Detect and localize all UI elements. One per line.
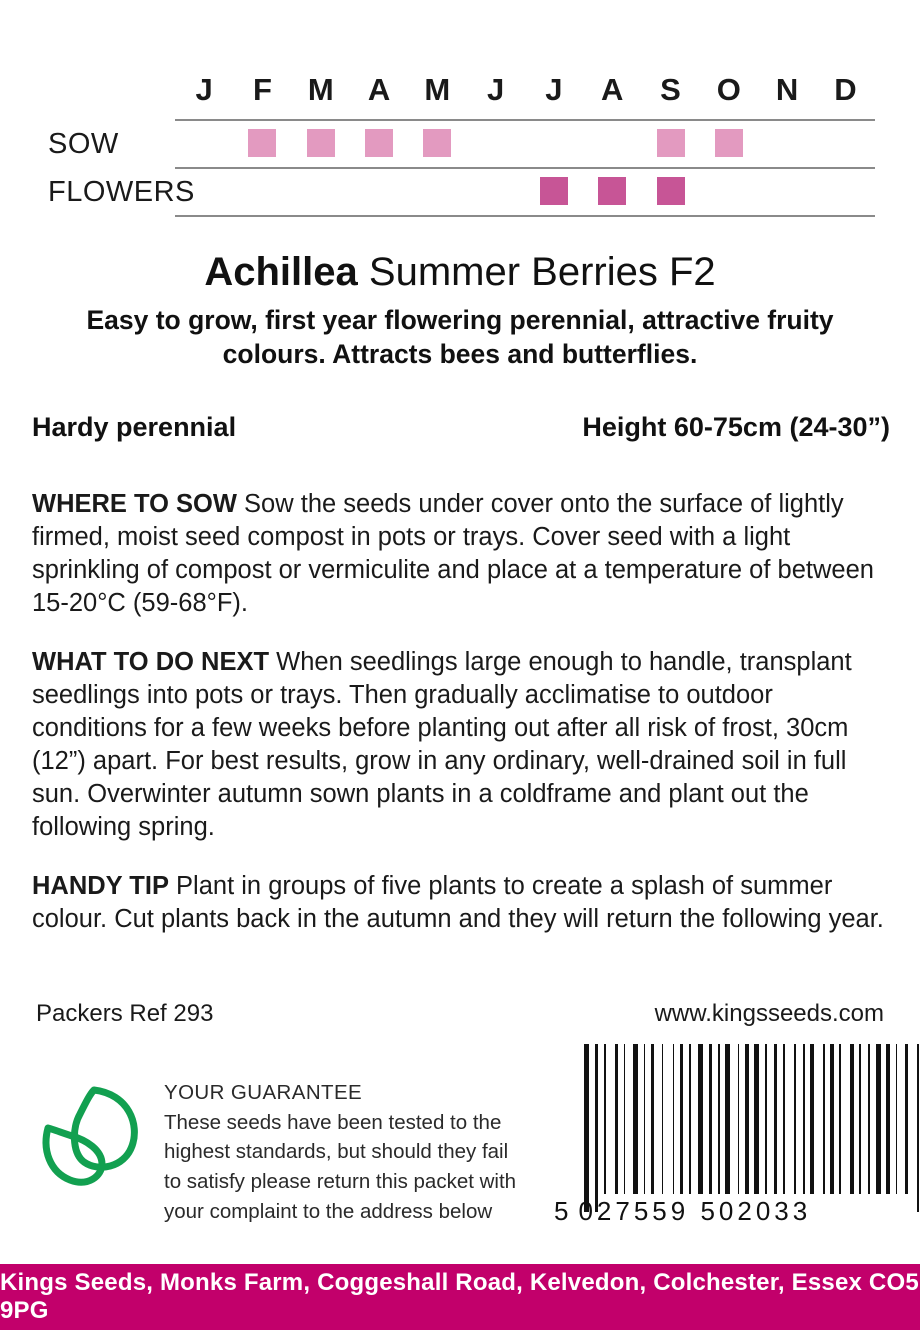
barcode-bar [591,1044,593,1212]
instruction-what-to-do-next [32,646,888,845]
barcode-bar [883,1044,885,1194]
calendar-cell-sow-M-2 [292,128,350,158]
reference-row [36,1000,884,1028]
barcode-bar [899,1044,902,1194]
barcode-bar [827,1044,829,1194]
barcode-bar [807,1044,809,1194]
barcode-bar [803,1044,805,1194]
barcode-bar [856,1044,858,1194]
barcode-bars [584,1044,920,1194]
guarantee-line-4: your complaint to the address below [164,1199,493,1223]
guarantee-block [36,1078,556,1227]
calendar-cell-sow-J-5 [466,128,524,158]
barcode-bar [810,1044,813,1194]
barcode-bar [615,1044,618,1194]
barcode-bar [745,1044,748,1194]
barcode-bar [620,1044,622,1194]
barcode [554,1044,884,1229]
barcode-bar [872,1044,874,1194]
instruction-body: Sow the seeds under cover onto the surface of lightly firmed, moist seed compost in pots or trays. Cover seed with a light sprinkling of compost or vermiculite and place at a temperature of between 15-20°C (59-68°F). [32,489,874,617]
growing-instructions [32,462,888,950]
calendar-swatch [657,177,685,205]
barcode-bar [709,1044,712,1194]
barcode-bar [905,1044,908,1194]
plant-specs [32,412,890,443]
barcode-bar [886,1044,889,1194]
calendar-grid [0,72,920,232]
barcode-bar [836,1044,838,1194]
barcode-bar [665,1044,670,1194]
calendar-cell-sow-F-1 [233,128,291,158]
barcode-bar [698,1044,703,1194]
barcode-bar [600,1044,602,1194]
barcode-bar [705,1044,707,1194]
calendar-swatch [657,129,685,157]
barcode-bar [741,1044,743,1194]
barcode-bar [680,1044,683,1194]
calendar-month-J-6: J [545,72,563,107]
barcode-bar [754,1044,759,1194]
calendar-swatch [598,177,626,205]
calendar-swatch [248,129,276,157]
guarantee-line-2: highest standards, but should they fail [164,1140,509,1164]
calendar-rule-middle [175,167,875,169]
barcode-bar [640,1044,642,1194]
sowing-calendar [0,72,920,232]
calendar-cell-flowers-M-4 [408,176,466,206]
packers-ref: Packers Ref 293 [36,1000,214,1027]
instruction-heading: WHERE TO SOW [32,489,237,518]
calendar-row-sow-cells [175,128,875,158]
barcode-bar [816,1044,821,1194]
plant-height: Height 60-75cm (24-30”) [582,412,890,442]
calendar-cell-sow-A-7 [583,128,641,158]
calendar-cell-flowers-J-5 [466,176,524,206]
calendar-swatch [540,177,568,205]
guarantee-heading: YOUR GUARANTEE [164,1081,363,1104]
barcode-bar [633,1044,638,1194]
calendar-cell-flowers-S-8 [641,176,699,206]
barcode-bar [896,1044,898,1194]
guarantee-line-3: to satisfy please return this packet with [164,1170,517,1194]
page-title [30,250,890,294]
calendar-cell-sow-J-6 [525,128,583,158]
barcode-bar [624,1044,626,1194]
barcode-bar [595,1044,598,1212]
barcode-bar [769,1044,772,1194]
barcode-bar [608,1044,613,1194]
barcode-bar [662,1044,664,1194]
calendar-month-J-0: J [195,72,213,107]
calendar-cell-flowers-J-6 [525,176,583,206]
calendar-cell-sow-S-8 [641,128,699,158]
instruction-heading: HANDY TIP [32,871,169,900]
barcode-number: 027559 502033 [578,1196,812,1226]
company-address: Kings Seeds, Monks Farm, Coggeshall Road, Kelvedon, Colchester, Essex CO5 9PG [0,1269,919,1324]
calendar-month-F-1: F [252,72,272,107]
barcode-bar [765,1044,767,1194]
barcode-bar [714,1044,716,1194]
calendar-swatch [365,129,393,157]
barcode-bar [830,1044,833,1194]
calendar-month-J-5: J [487,72,505,107]
calendar-month-N-10: N [775,72,799,107]
barcode-bar [794,1044,796,1194]
barcode-bar [863,1044,866,1194]
guarantee-text [164,1078,516,1227]
calendar-month-M-2: M [307,72,334,107]
barcode-bar [685,1044,687,1194]
instruction-body: When seedlings large enough to handle, transplant seedlings into pots or trays. Then gradually acclimatise to outdoor conditions for a few weeks before planting out after all risk of frost, 30cm (12”) apart. For best results, grow in any ordinary, well-drained soil in full sun. Overwinter autumn sown plants in a coldframe and plant out the following spring. [32,647,852,842]
calendar-cell-flowers-J-0 [175,176,233,206]
instruction-where-to-sow [32,488,888,621]
barcode-bar [910,1044,915,1212]
barcode-bar [798,1044,801,1194]
barcode-bar [644,1044,646,1194]
barcode-bar [859,1044,861,1194]
barcode-bar [604,1044,606,1194]
leaf-icon [36,1084,146,1189]
calendar-row-label-flowers: FLOWERS [48,176,195,208]
barcode-bar [823,1044,825,1194]
barcode-bar [761,1044,763,1194]
barcode-bar [779,1044,781,1194]
barcode-bar [676,1044,678,1194]
barcode-bar [783,1044,785,1194]
calendar-swatch [307,129,335,157]
barcode-bar [725,1044,730,1194]
calendar-cell-sow-D-11 [816,128,874,158]
barcode-bar [774,1044,777,1194]
calendar-month-D-11: D [834,72,857,107]
calendar-cell-flowers-D-11 [816,176,874,206]
calendar-cell-sow-M-4 [408,128,466,158]
calendar-cell-sow-N-10 [758,128,816,158]
calendar-swatch [423,129,451,157]
barcode-bar [892,1044,894,1194]
barcode-bar [839,1044,841,1194]
calendar-cell-sow-J-0 [175,128,233,158]
barcode-digits [554,1196,884,1227]
instruction-handy-tip [32,870,888,936]
barcode-bar [722,1044,724,1194]
plant-type: Hardy perennial [32,412,237,442]
plant-variety: Summer Berries F2 [368,250,716,294]
calendar-cell-flowers-A-3 [350,176,408,206]
barcode-bar [693,1044,696,1194]
barcode-bar [843,1044,848,1194]
plant-subtitle: Easy to grow, first year flowering perennial, attractive fruity colours. Attracts bees and butterflies. [86,305,834,369]
guarantee-line-1: These seeds have been tested to the [164,1110,502,1134]
instruction-body: Plant in groups of five plants to create a splash of summer colour. Cut plants back in the autumn and they will return the following year. [32,871,884,934]
barcode-bar [651,1044,654,1194]
barcode-bar [673,1044,675,1194]
barcode-bar [917,1044,919,1212]
calendar-month-A-3: A [367,72,391,107]
barcode-bar [584,1044,589,1212]
calendar-month-A-7: A [601,72,624,107]
title-block [30,250,890,372]
barcode-bar [647,1044,649,1194]
barcode-bar [876,1044,881,1194]
barcode-bar [732,1044,735,1194]
calendar-rule-bottom [175,215,875,217]
calendar-cell-flowers-M-2 [292,176,350,206]
barcode-bar [689,1044,691,1194]
calendar-cell-flowers-N-10 [758,176,816,206]
calendar-row-flowers-cells [175,176,875,206]
barcode-bar [868,1044,870,1194]
barcode-bar [627,1044,630,1194]
instruction-heading: WHAT TO DO NEXT [32,647,270,676]
barcode-bar [718,1044,720,1194]
calendar-cell-sow-O-9 [700,128,758,158]
barcode-bar [738,1044,740,1194]
calendar-cell-flowers-O-9 [700,176,758,206]
barcode-lead-digit: 5 [554,1196,573,1226]
address-bar [0,1264,920,1330]
barcode-bar [656,1044,659,1194]
barcode-bar [751,1044,753,1194]
plant-genus: Achillea [204,250,358,294]
calendar-cell-flowers-A-7 [583,176,641,206]
calendar-row-label-sow: SOW [48,128,119,160]
calendar-month-M-4: M [424,72,451,107]
calendar-month-labels [175,72,875,108]
barcode-bar [850,1044,853,1194]
website-link[interactable]: www.kingsseeds.com [654,1000,884,1027]
calendar-cell-sow-A-3 [350,128,408,158]
calendar-rule-top [175,119,875,121]
calendar-cell-flowers-F-1 [233,176,291,206]
calendar-month-O-9: O [716,72,741,107]
calendar-month-S-8: S [660,72,681,107]
calendar-swatch [715,129,743,157]
barcode-bar [787,1044,792,1194]
